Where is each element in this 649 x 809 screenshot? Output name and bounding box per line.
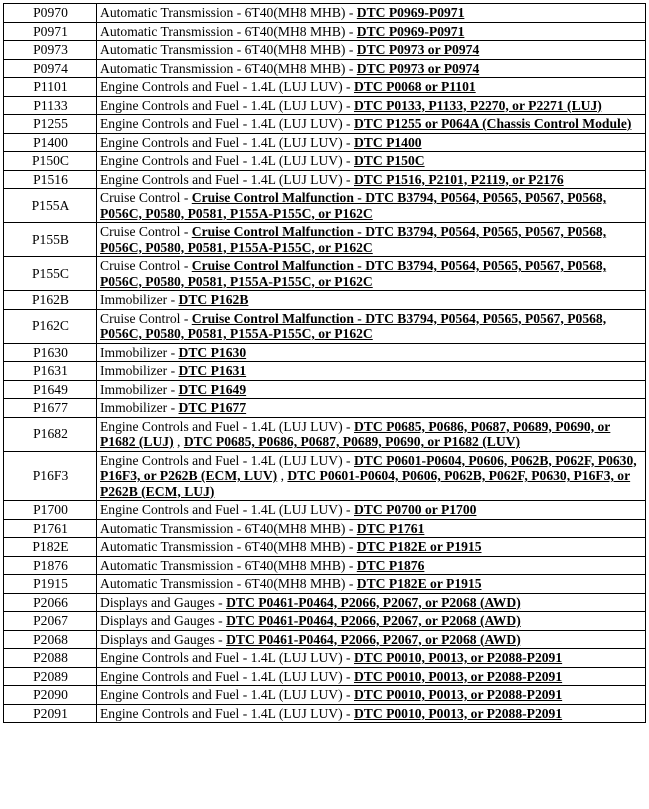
system-name: Automatic Transmission - 6T40(MH8 MHB) — [100, 520, 346, 536]
system-name: Engine Controls and Fuel - 1.4L (LUJ LUV) — [100, 171, 343, 187]
table-row — [4, 115, 646, 134]
dtc-description-cell — [97, 22, 646, 41]
dtc-procedure-link[interactable]: Cruise Control Malfunction - DTC B3794, P0564, P0565, P0567, P0568, P056C, P0580, P0581, P155A-P155C, or P162C — [100, 258, 607, 289]
separator: - — [345, 23, 357, 39]
separator: , — [277, 468, 288, 483]
table-row — [4, 343, 646, 362]
dtc-procedure-link[interactable]: DTC P182E or P1915 — [356, 539, 482, 554]
dtc-code-cell: P1761 — [4, 519, 97, 538]
dtc-description-cell — [97, 556, 646, 575]
separator: - — [342, 116, 354, 131]
separator: - — [342, 134, 354, 150]
separator: - — [342, 452, 354, 468]
dtc-code-cell: P2066 — [4, 593, 97, 612]
dtc-description-cell — [97, 704, 646, 723]
dtc-code-cell: P2090 — [4, 686, 97, 705]
dtc-procedure-link[interactable]: DTC P0010, P0013, or P2088-P2091 — [353, 668, 563, 684]
separator: - — [345, 60, 357, 76]
system-name: Automatic Transmission - 6T40(MH8 MHB) — [100, 5, 346, 20]
dtc-procedure-link[interactable]: DTC P0685, P0686, P0687, P0689, P0690, or P1682 (LUV) — [183, 434, 520, 449]
table-row — [4, 96, 646, 115]
dtc-description-cell — [97, 170, 646, 189]
dtc-procedure-link[interactable]: DTC P0010, P0013, or P2088-P2091 — [353, 650, 563, 665]
dtc-code-cell: P2089 — [4, 667, 97, 686]
separator: - — [167, 381, 179, 397]
dtc-description-cell — [97, 593, 646, 612]
table-row — [4, 22, 646, 41]
table-row — [4, 704, 646, 723]
dtc-description-cell — [97, 96, 646, 115]
dtc-code-cell: P162B — [4, 291, 97, 310]
separator: - — [345, 5, 357, 20]
dtc-description-cell — [97, 223, 646, 257]
dtc-code-cell: P0973 — [4, 41, 97, 60]
separator: , — [173, 434, 184, 449]
dtc-procedure-link[interactable]: DTC P0685, P0686, P0687, P0689, P0690, or P1682 (LUJ) — [100, 418, 611, 449]
dtc-code-cell: P0971 — [4, 22, 97, 41]
dtc-description-cell — [97, 59, 646, 78]
separator: - — [345, 42, 357, 57]
separator: - — [214, 594, 227, 610]
system-name: Displays and Gauges — [100, 631, 215, 647]
system-name: Engine Controls and Fuel - 1.4L (LUJ LUV) — [100, 418, 343, 434]
dtc-procedure-link[interactable]: DTC P0969-P0971 — [356, 5, 465, 20]
dtc-description-cell — [97, 399, 646, 418]
separator: - — [167, 292, 179, 307]
table-row — [4, 4, 646, 23]
table-row — [4, 223, 646, 257]
dtc-table — [3, 3, 646, 723]
table-row — [4, 41, 646, 60]
dtc-code-cell: P2067 — [4, 612, 97, 631]
dtc-description-cell — [97, 291, 646, 310]
dtc-code-cell: P1876 — [4, 556, 97, 575]
dtc-code-cell: P155C — [4, 257, 97, 291]
system-name: Engine Controls and Fuel - 1.4L (LUJ LUV) — [100, 502, 343, 517]
system-name: Engine Controls and Fuel - 1.4L (LUJ LUV) — [100, 668, 343, 684]
table-row — [4, 630, 646, 649]
dtc-description-cell — [97, 667, 646, 686]
dtc-procedure-link[interactable]: DTC P0700 or P1700 — [353, 502, 477, 517]
dtc-code-cell: P1400 — [4, 133, 97, 152]
dtc-description-cell — [97, 309, 646, 343]
dtc-description-cell — [97, 501, 646, 520]
dtc-code-cell: P1677 — [4, 399, 97, 418]
table-row — [4, 257, 646, 291]
system-name: Engine Controls and Fuel - 1.4L (LUJ LUV) — [100, 452, 343, 468]
dtc-procedure-link[interactable]: Cruise Control Malfunction - DTC B3794, P0564, P0565, P0567, P0568, P056C, P0580, P0581, P155A-P155C, or P162C — [100, 224, 607, 255]
table-row — [4, 593, 646, 612]
system-name: Automatic Transmission - 6T40(MH8 MHB) — [100, 23, 346, 39]
dtc-description-cell — [97, 189, 646, 223]
dtc-procedure-link[interactable]: DTC P162B — [178, 292, 249, 307]
dtc-code-cell: P1700 — [4, 501, 97, 520]
table-row — [4, 612, 646, 631]
separator: - — [342, 668, 354, 684]
table-row — [4, 556, 646, 575]
system-name: Immobilizer — [100, 344, 168, 360]
dtc-description-cell — [97, 115, 646, 134]
dtc-description-cell — [97, 538, 646, 557]
separator: - — [345, 520, 357, 536]
dtc-description-cell — [97, 41, 646, 60]
dtc-code-cell: P1915 — [4, 575, 97, 594]
dtc-procedure-link[interactable]: DTC P1761 — [356, 520, 425, 536]
dtc-description-cell — [97, 649, 646, 668]
dtc-procedure-link[interactable]: DTC P0133, P1133, P2270, or P2271 (LUJ) — [353, 97, 602, 113]
system-name: Engine Controls and Fuel - 1.4L (LUJ LUV) — [100, 116, 343, 131]
separator: - — [342, 650, 354, 665]
dtc-code-cell: P162C — [4, 309, 97, 343]
separator: - — [345, 539, 357, 554]
dtc-code-cell: P0974 — [4, 59, 97, 78]
dtc-description-cell — [97, 152, 646, 171]
dtc-code-cell: P1255 — [4, 115, 97, 134]
dtc-description-cell — [97, 417, 646, 451]
table-row — [4, 152, 646, 171]
dtc-procedure-link[interactable]: DTC P0461-P0464, P2066, P2067, or P2068 (AWD) — [226, 631, 521, 647]
table-row — [4, 451, 646, 501]
system-name: Automatic Transmission - 6T40(MH8 MHB) — [100, 60, 346, 76]
dtc-table-body — [4, 4, 646, 723]
dtc-procedure-link[interactable]: DTC P1255 or P064A (Chassis Control Module) — [353, 116, 632, 131]
system-name: Cruise Control — [100, 310, 181, 326]
system-name: Automatic Transmission - 6T40(MH8 MHB) — [100, 576, 346, 591]
system-name: Displays and Gauges — [100, 613, 215, 628]
dtc-description-cell — [97, 451, 646, 501]
system-name: Cruise Control — [100, 258, 181, 273]
dtc-procedure-link[interactable]: DTC P0601-P0604, P0606, P062B, P062F, P0630, P16F3, or P262B (ECM, LUJ) — [100, 468, 631, 499]
system-name: Immobilizer — [100, 400, 168, 415]
dtc-procedure-link[interactable]: DTC P1631 — [178, 363, 247, 378]
dtc-procedure-link[interactable]: DTC P0010, P0013, or P2088-P2091 — [353, 687, 563, 702]
dtc-procedure-link[interactable]: DTC P1649 — [178, 381, 247, 397]
table-row — [4, 501, 646, 520]
dtc-procedure-link[interactable]: DTC P0068 or P1101 — [353, 79, 476, 94]
system-name: Engine Controls and Fuel - 1.4L (LUJ LUV) — [100, 153, 343, 168]
table-row — [4, 362, 646, 381]
separator: - — [342, 502, 354, 517]
dtc-procedure-link[interactable]: DTC P1677 — [178, 400, 247, 415]
dtc-code-cell: P2088 — [4, 649, 97, 668]
table-row — [4, 417, 646, 451]
separator: - — [342, 687, 354, 702]
separator: - — [345, 557, 357, 573]
system-name: Immobilizer — [100, 363, 168, 378]
dtc-description-cell — [97, 4, 646, 23]
separator: - — [180, 258, 192, 273]
system-name: Cruise Control — [100, 190, 181, 205]
separator: - — [214, 613, 227, 628]
separator: - — [180, 310, 192, 326]
dtc-code-cell: P1133 — [4, 96, 97, 115]
dtc-code-cell: P150C — [4, 152, 97, 171]
system-name: Immobilizer — [100, 292, 168, 307]
dtc-procedure-link[interactable]: DTC P0973 or P0974 — [356, 60, 480, 76]
table-row — [4, 519, 646, 538]
dtc-procedure-link[interactable]: DTC P1400 — [353, 134, 422, 150]
table-row — [4, 170, 646, 189]
dtc-code-cell: P155A — [4, 189, 97, 223]
system-name: Displays and Gauges — [100, 594, 215, 610]
table-row — [4, 78, 646, 97]
dtc-procedure-link[interactable]: DTC P150C — [353, 153, 425, 168]
dtc-code-cell: P16F3 — [4, 451, 97, 501]
separator: - — [342, 97, 354, 113]
table-row — [4, 667, 646, 686]
dtc-code-cell: P1649 — [4, 380, 97, 399]
system-name: Engine Controls and Fuel - 1.4L (LUJ LUV) — [100, 97, 343, 113]
separator: - — [180, 224, 192, 239]
dtc-code-cell: P2091 — [4, 704, 97, 723]
system-name: Automatic Transmission - 6T40(MH8 MHB) — [100, 42, 346, 57]
system-name: Engine Controls and Fuel - 1.4L (LUJ LUV) — [100, 705, 343, 721]
dtc-procedure-link[interactable]: Cruise Control Malfunction - DTC B3794, P0564, P0565, P0567, P0568, P056C, P0580, P0581, P155A-P155C, or P162C — [100, 310, 607, 341]
separator: - — [342, 79, 354, 94]
table-row — [4, 133, 646, 152]
dtc-description-cell — [97, 575, 646, 594]
dtc-description-cell — [97, 362, 646, 381]
dtc-code-cell: P1516 — [4, 170, 97, 189]
dtc-description-cell — [97, 133, 646, 152]
dtc-code-cell: P1682 — [4, 417, 97, 451]
separator: - — [342, 705, 354, 721]
dtc-code-cell: P1101 — [4, 78, 97, 97]
table-row — [4, 575, 646, 594]
dtc-description-cell — [97, 519, 646, 538]
dtc-procedure-link[interactable]: DTC P0601-P0604, P0606, P062B, P062F, P0630, P16F3, or P262B (ECM, LUV) — [100, 452, 637, 483]
separator: - — [167, 344, 179, 360]
dtc-description-cell — [97, 257, 646, 291]
dtc-description-cell — [97, 380, 646, 399]
dtc-description-cell — [97, 78, 646, 97]
table-row — [4, 686, 646, 705]
separator: - — [342, 153, 354, 168]
separator: - — [180, 190, 192, 205]
dtc-procedure-link[interactable]: DTC P182E or P1915 — [356, 576, 482, 591]
dtc-code-cell: P182E — [4, 538, 97, 557]
dtc-procedure-link[interactable]: DTC P1876 — [356, 557, 425, 573]
dtc-procedure-link[interactable]: DTC P0973 or P0974 — [356, 42, 480, 57]
separator: - — [167, 400, 179, 415]
dtc-code-cell: P1630 — [4, 343, 97, 362]
dtc-code-cell: P155B — [4, 223, 97, 257]
dtc-description-cell — [97, 612, 646, 631]
separator: - — [342, 418, 354, 434]
separator: - — [214, 631, 227, 647]
system-name: Automatic Transmission - 6T40(MH8 MHB) — [100, 539, 346, 554]
dtc-description-cell — [97, 343, 646, 362]
separator: - — [345, 576, 357, 591]
dtc-procedure-link[interactable]: DTC P1630 — [178, 344, 247, 360]
system-name: Engine Controls and Fuel - 1.4L (LUJ LUV) — [100, 650, 343, 665]
dtc-code-cell: P0970 — [4, 4, 97, 23]
system-name: Engine Controls and Fuel - 1.4L (LUJ LUV) — [100, 687, 343, 702]
dtc-description-cell — [97, 686, 646, 705]
dtc-procedure-link[interactable]: DTC P1516, P2101, P2119, or P2176 — [353, 171, 564, 187]
dtc-description-cell — [97, 630, 646, 649]
dtc-procedure-link[interactable]: DTC P0010, P0013, or P2088-P2091 — [353, 705, 563, 721]
table-row — [4, 309, 646, 343]
table-row — [4, 59, 646, 78]
table-row — [4, 189, 646, 223]
dtc-procedure-link[interactable]: DTC P0461-P0464, P2066, P2067, or P2068 (AWD) — [226, 613, 521, 628]
table-row — [4, 380, 646, 399]
system-name: Immobilizer — [100, 381, 168, 397]
table-row — [4, 399, 646, 418]
system-name: Automatic Transmission - 6T40(MH8 MHB) — [100, 557, 346, 573]
table-row — [4, 291, 646, 310]
dtc-code-cell: P2068 — [4, 630, 97, 649]
separator: - — [167, 363, 179, 378]
system-name: Engine Controls and Fuel - 1.4L (LUJ LUV) — [100, 79, 343, 94]
dtc-code-cell: P1631 — [4, 362, 97, 381]
table-row — [4, 649, 646, 668]
dtc-procedure-link[interactable]: DTC P0969-P0971 — [356, 23, 465, 39]
system-name: Engine Controls and Fuel - 1.4L (LUJ LUV) — [100, 134, 343, 150]
table-row — [4, 538, 646, 557]
dtc-procedure-link[interactable]: DTC P0461-P0464, P2066, P2067, or P2068 (AWD) — [226, 594, 521, 610]
system-name: Cruise Control — [100, 224, 181, 239]
dtc-procedure-link[interactable]: Cruise Control Malfunction - DTC B3794, P0564, P0565, P0567, P0568, P056C, P0580, P0581, P155A-P155C, or P162C — [100, 190, 607, 221]
separator: - — [342, 171, 354, 187]
